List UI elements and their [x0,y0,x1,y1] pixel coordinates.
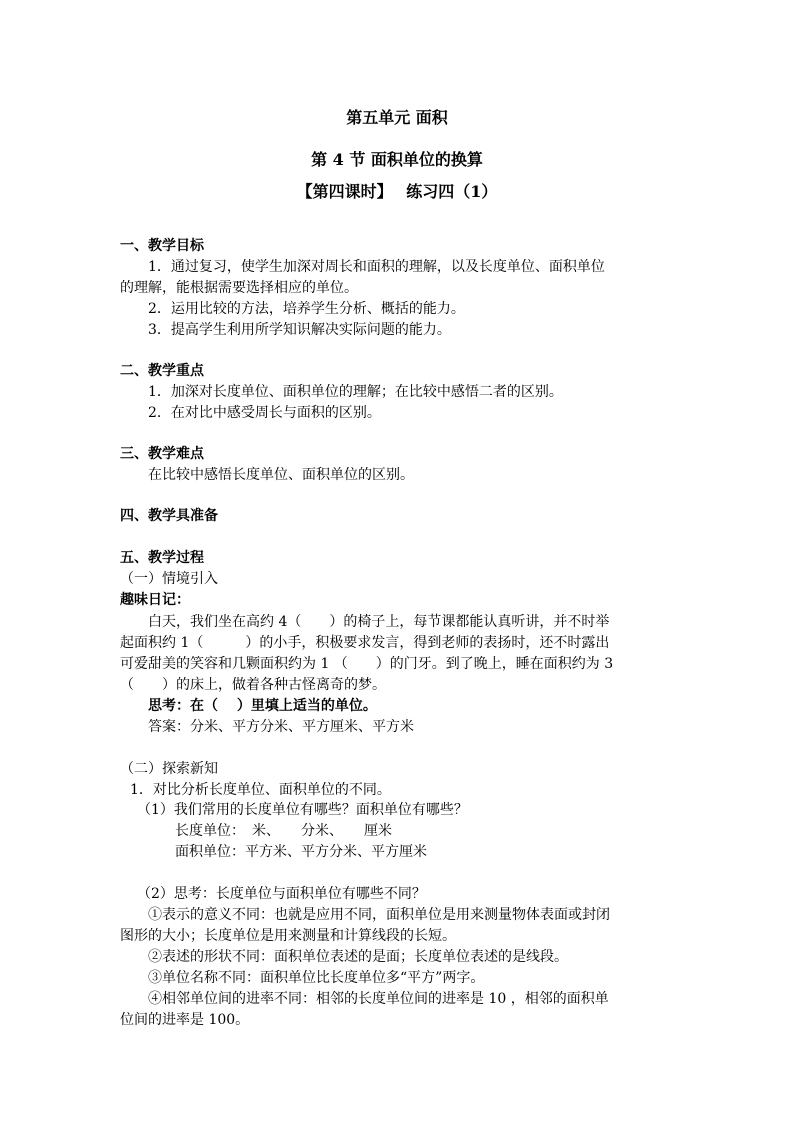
think-prompt: 思考：在（ ）里填上适当的单位。 [148,698,377,714]
lesson-title: 【第四课时】 练习四（1） [296,182,498,201]
objective-line: 2．运用比较的方法，培养学生分析、概括的能力。 [148,301,465,317]
section-heading-process: 五、教学过程 [120,550,204,566]
difference-line: ①表示的意义不同：也就是应用不同，面积单位是用来测量物体表面或封闭 [148,907,610,923]
section-title: 第 4 节 面积单位的换算 [311,150,483,169]
diary-line: 白天，我们坐在高约 4（ ）的椅子上，每节课都能认真听讲，并不时举 [148,614,610,630]
section-heading-key-points: 二、教学重点 [120,363,204,379]
explore-item: 1．对比分析长度单位、面积单位的不同。 [130,782,391,798]
diary-line: 起面积约 1（ ）的小手，积极要求发言，得到老师的表扬时，还不时露出 [120,635,610,651]
subsection-explore: （二）探索新知 [120,761,218,777]
difficulty-line: 在比较中感悟长度单位、面积单位的区别。 [148,467,414,483]
question-1: （1）我们常用的长度单位有哪些？面积单位有哪些？ [137,802,468,818]
diary-line: （ ）的床上，做着各种古怪离奇的梦。 [120,677,386,693]
difference-line: 图形的大小；长度单位是用来测量和计算线段的长短。 [120,928,456,944]
length-units-line: 长度单位： 米、 分米、 厘米 [175,823,392,839]
difference-line: 位间的进率是 100。 [120,1012,250,1028]
area-units-line: 面积单位：平方米、平方分米、平方厘米 [175,844,427,860]
key-point-line: 1．加深对长度单位、面积单位的理解；在比较中感悟二者的区别。 [148,384,563,400]
question-2: （2）思考：长度单位与面积单位有哪些不同？ [137,886,426,902]
subsection-intro: （一）情境引入 [120,571,218,587]
diary-line: 可爱甜美的笑容和几颗面积约为 1 （ ）的门牙。到了晚上，睡在面积约为 3 [120,656,614,672]
section-heading-difficulties: 三、教学难点 [120,446,204,462]
objective-line: 3．提高学生利用所学知识解决实际问题的能力。 [148,322,451,338]
objective-line: 1．通过复习，使学生加深对周长和面积的理解，以及长度单位、面积单位 [148,259,605,275]
diary-title: 趣味日记： [120,592,190,608]
key-point-line: 2．在对比中感受周长与面积的区别。 [148,405,381,421]
section-heading-objectives: 一、教学目标 [120,238,204,254]
difference-line: ④相邻单位间的进率不同：相邻的长度单位间的进率是 10 ，相邻的面积单 [148,991,609,1007]
objective-line: 的理解，能根据需要选择相应的单位。 [120,280,358,296]
section-heading-materials: 四、教学具准备 [120,508,218,524]
answer-line: 答案：分米、平方分米、平方厘米、平方米 [148,719,414,735]
unit-title: 第五单元 面积 [346,108,448,127]
difference-line: ②表述的形状不同：面积单位表述的是面；长度单位表述的是线段。 [148,949,568,965]
difference-line: ③单位名称不同：面积单位比长度单位多“平方”两字。 [148,970,485,986]
